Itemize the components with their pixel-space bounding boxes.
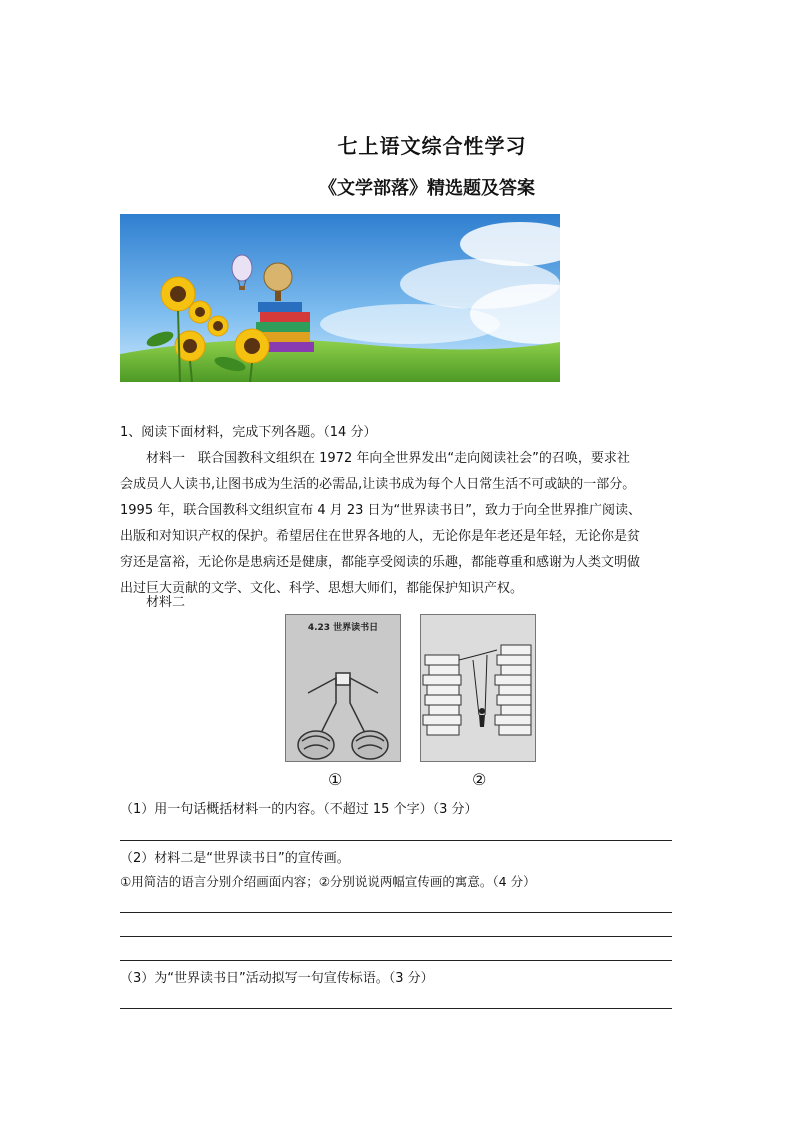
banner-image (120, 214, 560, 382)
poster1-caption: 4.23 世界读书日 (307, 623, 379, 633)
binoculars-icon (286, 633, 400, 762)
poster2-number: ② (472, 770, 487, 789)
answer-line-2b[interactable] (120, 936, 672, 937)
poster-binoculars (285, 614, 401, 762)
book-stacks-icon (421, 615, 535, 761)
material1-line-5: 穷还是富裕，无论你是患病还是健康，都能享受阅读的乐趣，都能尊重和感谢为人类文明做 (120, 555, 641, 570)
poster1-number: ① (328, 770, 343, 789)
material1-line-6: 出过巨大贡献的文学、文化、科学、思想大师们，都能保护知识产权。 (120, 581, 524, 596)
material1-line-3: 1995 年，联合国教科文组织宣布 4 月 23 日为“世界读书日”，致力于向全世界推广阅读、 (120, 503, 642, 518)
sub-question-1: （1）用一句话概括材料一的内容。（不超过 15 个字）（3 分） (120, 802, 478, 817)
material1-line-4: 出版和对知识产权的保护。希望居住在世界各地的人，无论你是年老还是年轻，无论你是贫 (120, 529, 641, 544)
sub-question-3: （3）为“世界读书日”活动拟写一句宣传标语。（3 分） (120, 971, 434, 986)
answer-line-2a[interactable] (120, 912, 672, 913)
question-heading: 1、阅读下面材料，完成下列各题。（14 分） (120, 425, 377, 440)
material2-label: 材料二 (146, 595, 186, 610)
page-title: 七上语文综合性学习 (337, 134, 527, 158)
sub-question-2-detail: ①用简洁的语言分别介绍画面内容；②分别说说两幅宣传画的寓意。（4 分） (120, 874, 536, 889)
answer-line-3[interactable] (120, 1008, 672, 1009)
material1-line-1: 材料一 联合国教科文组织在 1972 年向全世界发出“走向阅读社会”的召唤，要求社 (146, 451, 630, 466)
sub-question-2: （2）材料二是“世界读书日”的宣传画。 (120, 851, 350, 866)
answer-line-2c[interactable] (120, 960, 672, 961)
answer-line-1[interactable] (120, 840, 672, 841)
material1-line-2: 会成员人人读书,让图书成为生活的必需品,让读书成为每个人日常生活不可或缺的一部分。 (120, 477, 636, 492)
poster-book-swing (420, 614, 536, 762)
page-subtitle: 《文学部落》精选题及答案 (319, 178, 535, 199)
